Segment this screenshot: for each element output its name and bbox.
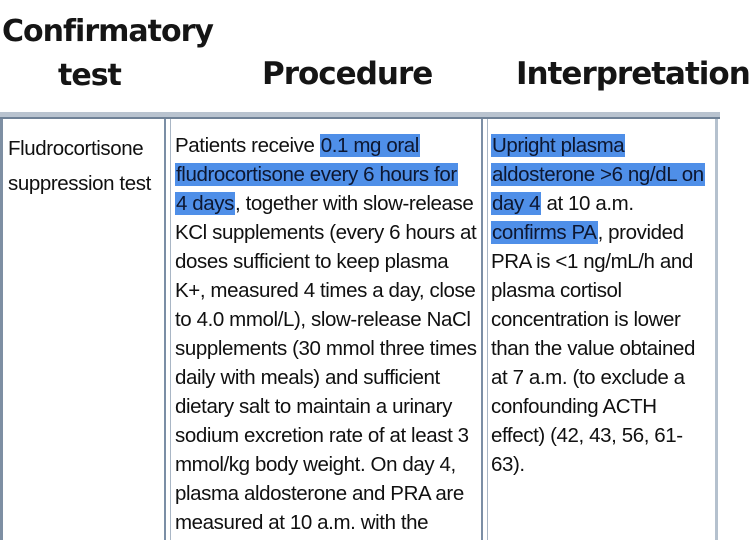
cell-interpretation — [491, 131, 717, 479]
text-run[interactable]: doses sufficient to keep plasma — [175, 250, 449, 273]
column-divider-1-inner — [170, 119, 171, 540]
procedure-line[interactable] — [175, 450, 475, 479]
text-run[interactable]: , provided — [597, 221, 684, 244]
text-run[interactable]: K+, measured 4 times a day, close — [175, 279, 476, 302]
text-run[interactable]: daily with meals) and sufficient — [175, 366, 440, 389]
procedure-line[interactable] — [175, 247, 475, 276]
table-left-border — [0, 119, 3, 540]
interpretation-line[interactable] — [491, 131, 717, 160]
text-run[interactable]: measured at 10 a.m. with the — [175, 511, 429, 534]
highlighted-text[interactable]: fludrocortisone every 6 hours for — [176, 163, 457, 186]
interpretation-line[interactable] — [491, 276, 717, 305]
text-run[interactable]: supplements (30 mmol three times — [175, 337, 477, 360]
highlighted-text[interactable]: day 4 — [492, 192, 541, 215]
header-divider-line — [0, 117, 720, 119]
interpretation-line[interactable] — [491, 392, 717, 421]
text-run[interactable]: KCl supplements (every 6 hours at — [175, 221, 477, 244]
highlighted-text[interactable]: aldosterone >6 ng/dL on — [492, 163, 704, 186]
cell-test-line[interactable]: suppression test — [8, 172, 151, 195]
text-run[interactable]: Patients receive — [175, 134, 320, 157]
header-confirmatory-test-line2: test — [58, 58, 121, 93]
cell-test-line[interactable]: Fludrocortisone — [8, 137, 144, 160]
procedure-line[interactable] — [175, 363, 475, 392]
text-run[interactable]: confounding ACTH — [491, 395, 657, 418]
interpretation-line[interactable] — [491, 247, 717, 276]
procedure-line[interactable] — [175, 276, 475, 305]
procedure-line[interactable] — [175, 421, 475, 450]
text-run[interactable]: mmol/kg body weight. On day 4, — [175, 453, 456, 476]
text-run[interactable]: , together with slow-release — [235, 192, 474, 215]
text-run[interactable]: to 4.0 mmol/L), slow-release NaCl — [175, 308, 471, 331]
procedure-line[interactable] — [175, 479, 475, 508]
header-procedure: Procedure — [262, 56, 433, 92]
text-run[interactable]: effect) (42, 43, 56, 61- — [491, 424, 683, 447]
column-divider-2 — [481, 119, 483, 540]
procedure-line[interactable] — [175, 305, 475, 334]
highlighted-text[interactable]: confirms PA — [492, 221, 597, 244]
header-confirmatory-test-line1: Confirmatory — [2, 14, 213, 49]
interpretation-line[interactable] — [491, 363, 717, 392]
highlighted-text[interactable]: 0.1 mg oral — [320, 134, 419, 157]
text-run[interactable]: at 10 a.m. — [541, 192, 634, 215]
text-run[interactable]: plasma aldosterone and PRA are — [175, 482, 464, 505]
interpretation-line[interactable] — [491, 450, 717, 479]
procedure-line[interactable] — [175, 131, 475, 160]
text-run[interactable]: dietary salt to maintain a urinary — [175, 395, 452, 418]
text-run[interactable]: than the value obtained — [491, 337, 695, 360]
text-run[interactable]: 63). — [491, 453, 525, 476]
cell-test-name — [8, 131, 164, 201]
procedure-line[interactable] — [175, 218, 475, 247]
procedure-line[interactable] — [175, 392, 475, 421]
text-run[interactable]: PRA is <1 ng/mL/h and — [491, 250, 693, 273]
procedure-line[interactable] — [175, 334, 475, 363]
interpretation-line[interactable] — [491, 334, 717, 363]
text-run[interactable]: sodium excretion rate of at least 3 — [175, 424, 469, 447]
text-run[interactable]: plasma cortisol — [491, 279, 622, 302]
interpretation-line[interactable] — [491, 421, 717, 450]
highlighted-text[interactable]: 4 days — [176, 192, 234, 215]
cell-procedure — [175, 131, 475, 537]
highlighted-text[interactable]: Upright plasma — [492, 134, 625, 157]
procedure-line[interactable] — [175, 189, 475, 218]
procedure-line[interactable] — [175, 508, 475, 537]
interpretation-line[interactable] — [491, 189, 717, 218]
procedure-line[interactable] — [175, 160, 475, 189]
header-interpretation: Interpretation — [516, 56, 750, 92]
interpretation-line[interactable] — [491, 218, 717, 247]
text-run[interactable]: concentration is lower — [491, 308, 681, 331]
text-run[interactable]: at 7 a.m. (to exclude a — [491, 366, 685, 389]
interpretation-line[interactable] — [491, 160, 717, 189]
column-divider-2-inner — [487, 119, 488, 540]
column-divider-1 — [164, 119, 166, 540]
interpretation-line[interactable] — [491, 305, 717, 334]
